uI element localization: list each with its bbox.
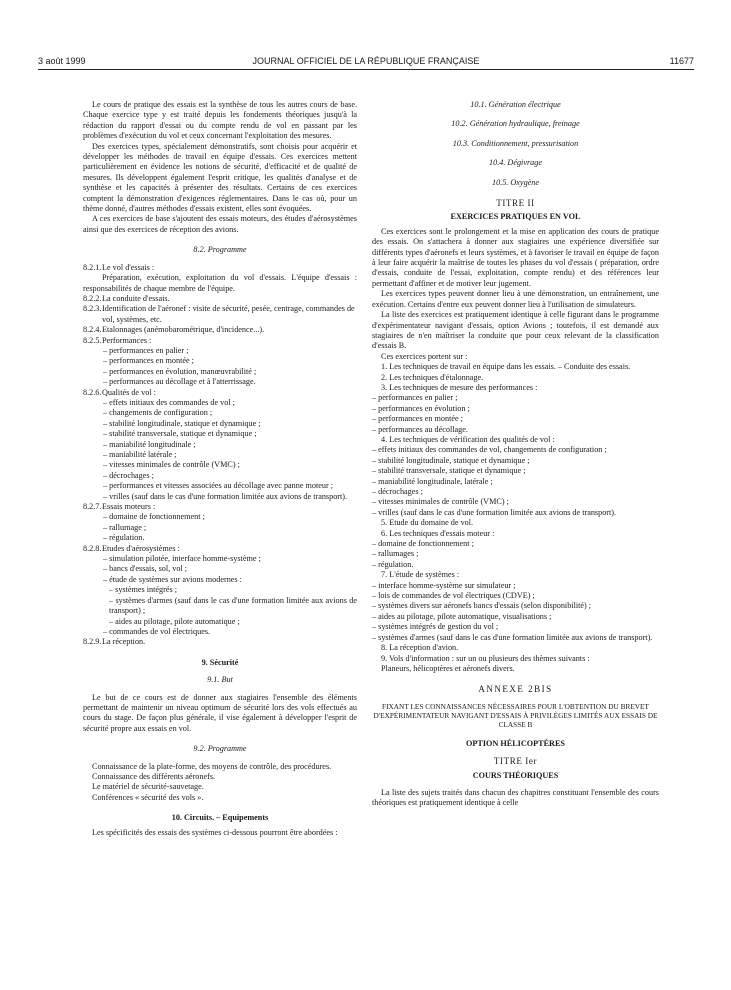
item-8-2-4 [83,325,357,335]
list-item: – rallumages ; [372,549,419,559]
list-item: – systèmes intégrés de gestion du vol ; [372,622,499,632]
list-item: – performances en palier ; [372,393,458,403]
item-8-2-9 [83,637,357,647]
exercises-paragraph-2: Les exercices types peuvent donner lieu à une démonstration, un entraînement, une exécution. Certains d'entre eux peuvent donner lieu à l'utilisation de simulateurs. [372,289,659,309]
aerosystems-sublist [83,585,357,627]
but-paragraph: Le but de ce cours est de donner aux stagiaires l'ensemble des éléments permettant de maintenir un niveau optimum de sécurité lors des vols effectués au cours du stage. De façon plus générale, il vise également à développer l'esprit de sécurité propre aux essais en vol. [83,692,357,733]
flight-qualities-list [83,398,357,502]
list-item: – changements de configuration ; [103,408,213,418]
list-item: 10.5. Oxygène [491,177,540,187]
item-number: 8.2.2. [83,293,102,303]
list-item: – performances et vitesses associées au décollage avec panne moteur ; [103,481,334,491]
item-8-2-5 [83,336,357,346]
item-8-2-1-detail: Préparation, exécution, exploitation du vol d'essais. L'équipe d'essais : responsabilités de chaque membre de l'équipe. [83,273,357,293]
list-item: – performances en évolution, manœuvrabilité ; [103,366,257,376]
item-text: Qualités de vol : [102,387,156,397]
list-item: – stabilité longitudinale, statique et dynamique ; [372,455,530,465]
section-9-1-heading: 9.1. But [207,675,233,685]
list-item: – bancs d'essais, sol, vol ; [103,564,188,574]
list-item: – performances en montée ; [103,356,194,366]
left-column [83,100,357,838]
list-item: – aides au pilotage, pilote automatique ; [109,616,240,626]
list-item: – effets initiaux des commandes de vol, changements de configuration ; [372,445,607,455]
list-item: – commandes de vol électriques. [103,626,211,636]
list-item: – vrilles (sauf dans le cas d'une formation limitée aux avions de transport). [372,507,617,517]
list-item: – effets initiaux des commandes de vol ; [103,397,235,407]
option-heading: OPTION HÉLICOPTÈRES [466,738,565,748]
exercise-4: 4. Les techniques de vérification des qualités de vol : [381,434,555,444]
titre-ii-heading: TITRE II [496,198,535,209]
list-item: – domaine de fonctionnement ; [103,512,205,522]
list-item: – performances en palier ; [103,345,189,355]
list-item: – systèmes intégrés ; [109,585,177,595]
list-item: – maniabilité latérale ; [103,450,177,459]
list-item: – systèmes d'armes (sauf dans le cas d'une formation limitée aux avions de transport) ; [109,595,357,616]
item-8-2-8 [83,544,357,554]
intro-paragraph-2: Des exercices types, spécialement démonstratifs, sont choisis pour acquérir et développer les méthodes de travail en équipe d'essais. Ces exercices mettent particulièrement en évidence les notions de sécurité, d'efficacité et de qualité de mesures. Ils développent également l'esprit critique, les qualités d'analyse et de synthèse et les capacités à présenter des résultats. Certains de ces exercices comptent la démonstration d'exigences réglementaires. Dans le cas où, pour un thème donné, d'autres méthodes d'essais existent, elles sont évoquées. [83,141,357,214]
list-item: – simulation pilotée, interface homme-système ; [103,554,261,564]
item-text: Identification de l'aéronef : visite de sécurité, pesée, centrage, commandes de vol, systèmes, etc. [102,304,355,324]
section-9-2-heading: 9.2. Programme [193,744,247,754]
item-8-2-3 [83,304,357,325]
item-text: Etalonnages (anémobarométrique, d'incidence...). [102,325,265,335]
section-10-heading: 10. Circuits. – Equipements [171,813,269,823]
engine-tests-list [83,512,357,543]
list-item: – lois de commandes de vol électriques (CDVE) ; [372,591,535,601]
list-item: – rallumage ; [103,522,147,532]
section-8-2-heading: 8.2. Programme [193,245,247,255]
exercise-9: 9. Vols d'information : sur un ou plusieurs des thèmes suivants : [381,653,590,663]
exercises-paragraph-3: La liste des exercices est pratiquement identique à celle figurant dans le programme d'expérimentateur navigant d'essais, option Avions ; toutefois, il est demandé aux stagiaires de n'en maîtriser la conduite que pour ceux relevant de la classification d'essais B. [372,310,659,351]
item-8-2-6 [83,388,357,398]
list-item: – décrochages ; [103,470,154,480]
item-number: 8.2.8. [83,543,102,553]
item-8-2-2 [83,294,357,304]
list-item: – performances au décollage. [372,424,468,434]
list-item: – vrilles (sauf dans le cas d'une formation limitée aux avions de transport). [103,491,348,501]
list-item: Conférences « sécurité des vols ». [92,792,204,802]
list-item: 10.3. Conditionnement, pressurisation [452,138,579,148]
item-text: Essais moteurs : [102,502,156,512]
list-item: – vitesses minimales de contrôle (VMC) ; [372,497,509,507]
systems-list [372,100,659,188]
intro-paragraph-1: Le cours de pratique des essais est la synthèse de tous les autres cours de base. Chaque exercice type y est traité depuis les fondements théoriques jusqu'à la rédaction du rapport d'essai ou du compte rendu de vol en passant par les problèmes d'exécution du vol et ceux concernant l'exploitation des mesures. [83,100,357,141]
item-number: 8.2.1. [83,262,102,272]
exercise-5: 5. Etude du domaine de vol. [381,518,474,528]
theory-courses-heading: COURS THÉORIQUES [472,770,559,780]
header-rule [38,69,694,70]
titre-i-heading: TITRE Ier [493,756,538,767]
list-item: 10.2. Génération hydraulique, freinage [451,119,580,129]
exercise-7: 7. L'étude de systèmes : [381,570,460,580]
list-item: Connaissance de la plate-forme, des moyens de contrôle, des procédures. [92,761,332,771]
list-item: – régulation. [103,533,145,543]
list-item: – systèmes d'armes (sauf dans le cas d'une formation limitée aux avions de transport). [372,632,653,642]
exercise-9-detail: Planeurs, hélicoptères et aéronefs divers. [381,663,515,673]
exercise-6-list [372,539,659,570]
list-item: – vitesses minimales de contrôle (VMC) ; [103,460,240,470]
list-item: 10.4. Dégivrage [489,158,542,168]
exercise-8: 8. La réception d'avion. [381,643,459,653]
list-item: – maniabilité longitudinale, latérale ; [372,476,493,486]
list-item: – interface homme-système sur simulateur ; [372,580,516,590]
exercise-3-list [372,393,659,435]
exercise-4-list [372,445,659,518]
list-item: – aides au pilotage, pilote automatique, visualisations ; [372,611,552,621]
header-date: 3 août 1999 [38,56,86,66]
item-text: Le vol d'essais : [102,262,155,272]
list-item: Le matériel de sécurité-sauvetage. [92,782,204,792]
header-page-number: 11677 [669,56,694,66]
item-text: Performances : [102,335,152,345]
item-number: 8.2.4. [83,325,102,335]
exercises-heading: EXERCICES PRATIQUES EN VOL [450,212,581,222]
exercises-paragraph-1: Ces exercices sont le prolongement et la mise en application des cours de pratique des essais. On s'attachera à donner aux stagiaires une expérience diversifiée sur différents types d'aéronefs et leurs systèmes, et à favoriser le travail en équipe de façon à leur faire acquérir la maîtrise de toutes les phases du vol d'essais ( préparation, ordre d'essais, conduite de l'essai, exploitation, compte rendu) et des références leur permettant d'affiner et de motiver leur jugement. [372,226,659,288]
list-item: – stabilité longitudinale, statique et dynamique ; [103,418,261,428]
right-column [372,100,659,809]
exercise-2: 2. Les techniques d'étalonnage. [381,372,484,382]
item-number: 8.2.6. [83,387,102,397]
intro-paragraph-3: A ces exercices de base s'ajoutent des essais moteurs, des études d'aérosystèmes ainsi que des exercices de réception des avions. [83,214,357,234]
list-item: – décrochages ; [372,487,423,496]
item-8-2-7 [83,502,357,512]
closing-paragraph: La liste des sujets traités dans chacun des chapitres constituant l'ensemble des cours théoriques est pratiquement identique à celle [372,787,659,808]
exercise-7-list [372,581,659,643]
item-number: 8.2.9. [83,637,102,647]
programme-9-2-list [83,762,357,804]
item-text: La réception. [102,637,146,647]
annexe-heading: ANNEXE 2BIS [478,684,553,695]
list-item: – régulation. [372,559,414,569]
header-journal-title: JOURNAL OFFICIEL DE LA RÉPUBLIQUE FRANÇAISE [252,56,480,66]
item-number: 8.2.7. [83,502,102,512]
list-item: – stabilité transversale, statique et dynamique ; [103,429,257,439]
exercise-3: 3. Les techniques de mesure des performances : [381,382,538,392]
list-item: – domaine de fonctionnement ; [372,539,474,549]
list-item: – maniabilité longitudinale ; [103,439,196,449]
item-number: 8.2.5. [83,335,102,345]
annexe-title: FIXANT LES CONNAISSANCES NÉCESSAIRES POUR L'OBTENTION DU BREVET D'EXPÉRIMENTATEUR NAVIGANT D'ESSAIS À PRIVILÈGES LIMITÉS AUX ESSAIS DE CLASSE B [373,701,658,729]
item-8-2-1 [83,263,357,273]
aerosystems-list [83,554,357,585]
item-text: La conduite d'essais. [102,293,170,303]
list-item: Connaissance des différents aéronefs. [92,771,216,781]
item-text: Etudes d'aérosystèmes : [102,543,180,553]
list-item: 10.1. Génération électrique [470,100,561,109]
page-header [38,56,694,68]
section-9-heading: 9. Sécurité [201,657,239,667]
list-item: – stabilité transversale, statique et dynamique ; [372,466,526,476]
list-item: – performances en montée ; [372,414,463,424]
item-number: 8.2.3. [83,304,102,314]
section-10-paragraph: Les spécificités des essais des systèmes ci-dessous pourront être abordées : [92,827,338,837]
exercise-6: 6. Les techniques d'essais moteur : [381,528,495,538]
list-item: – performances en évolution ; [372,403,470,413]
list-item: – systèmes divers sur aéronefs bancs d'essais (selon disponibilité) ; [372,601,592,611]
list-item: – performances au décollage et à l'atterrissage. [103,377,256,387]
exercises-paragraph-4: Ces exercices portent sur : [381,351,468,361]
performance-list [83,346,357,388]
list-item: – étude de systèmes sur avions modernes : [103,574,242,584]
exercise-1: 1. Les techniques de travail en équipe dans les essais. – Conduite des essais. [381,362,631,372]
